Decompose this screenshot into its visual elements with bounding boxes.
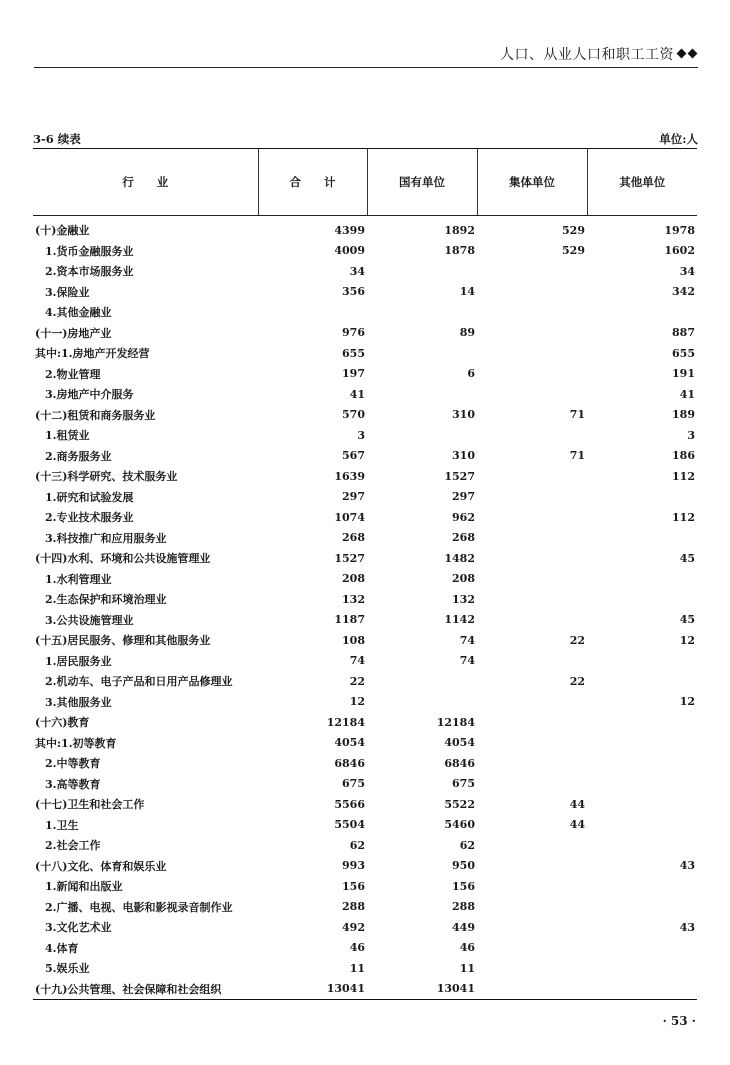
table-row	[33, 712, 697, 733]
cell-state-owned: 4054	[444, 736, 475, 750]
cell-state-owned: 310	[452, 449, 475, 463]
table-row	[33, 651, 697, 672]
cell-other	[587, 876, 697, 897]
cell-other	[587, 815, 697, 836]
row-name: 2.中等教育	[45, 757, 101, 771]
row-name: (十六)教育	[35, 716, 90, 730]
cell-other	[587, 958, 697, 979]
page-number: · 53 ·	[662, 1014, 696, 1028]
cell-state-owned: 13041	[367, 979, 477, 1000]
cell-collective	[477, 548, 587, 569]
row-name: 1.新闻和出版业	[45, 880, 123, 894]
cell-other: 189	[672, 408, 695, 422]
cell-state-owned: 675	[452, 777, 475, 791]
row-name: 2.生态保护和环境治理业	[45, 593, 167, 607]
cell-total: 108	[342, 633, 365, 647]
column-header-total: 合 计	[258, 149, 367, 216]
row-name: 2.专业技术服务业	[45, 511, 134, 525]
cell-total: 74	[349, 654, 365, 668]
cell-collective	[477, 343, 587, 364]
cell-collective: 22	[569, 633, 585, 647]
row-name: 2.社会工作	[45, 839, 101, 853]
cell-state-owned	[367, 261, 477, 282]
cell-collective	[477, 569, 587, 590]
cell-other: 12	[679, 695, 695, 709]
cell-total: 570	[342, 408, 365, 422]
row-name: 3.文化艺术业	[45, 921, 112, 935]
table-row	[33, 425, 697, 446]
table-row	[33, 323, 697, 344]
row-name: 1.货币金融服务业	[45, 244, 134, 258]
cell-collective: 529	[562, 244, 585, 258]
cell-total: 132	[342, 592, 365, 606]
row-name: (十七)卫生和社会工作	[35, 798, 145, 812]
cell-other: 43	[679, 920, 695, 934]
cell-other: 112	[672, 469, 695, 483]
cell-other	[587, 979, 697, 1000]
row-name: 3.保险业	[45, 285, 90, 299]
cell-total: 156	[342, 879, 365, 893]
column-header-state-owned: 国有单位	[367, 149, 477, 216]
cell-other: 1978	[664, 223, 695, 237]
table-row	[33, 979, 697, 1000]
cell-other	[587, 835, 697, 856]
cell-total: 993	[342, 859, 365, 873]
cell-total: 567	[342, 449, 365, 463]
cell-total: 5566	[334, 797, 365, 811]
cell-collective	[477, 589, 587, 610]
table-row	[33, 917, 697, 938]
cell-state-owned: 1892	[444, 223, 475, 237]
cell-other	[587, 774, 697, 795]
cell-collective	[477, 302, 587, 323]
table-row	[33, 897, 697, 918]
table-row	[33, 216, 697, 241]
table-row	[33, 958, 697, 979]
cell-total: 12	[349, 695, 365, 709]
cell-collective	[477, 835, 587, 856]
cell-state-owned: 288	[452, 900, 475, 914]
row-name: 2.资本市场服务业	[45, 265, 134, 279]
table-row	[33, 466, 697, 487]
cell-other: 655	[672, 346, 695, 360]
table-row	[33, 241, 697, 262]
cell-other	[587, 671, 697, 692]
table-row	[33, 692, 697, 713]
cell-other: 12	[679, 633, 695, 647]
cell-total: 1527	[334, 551, 365, 565]
table-row	[33, 815, 697, 836]
cell-state-owned: 89	[459, 326, 475, 340]
cell-state-owned: 11	[459, 961, 475, 975]
row-name: 3.公共设施管理业	[45, 613, 134, 627]
cell-state-owned: 310	[452, 408, 475, 422]
column-header-other: 其他单位	[587, 149, 697, 216]
cell-state-owned: 449	[452, 920, 475, 934]
cell-collective	[477, 876, 587, 897]
cell-total: 197	[342, 367, 365, 381]
cell-state-owned: 74	[459, 654, 475, 668]
cell-collective	[477, 733, 587, 754]
cell-state-owned: 14	[459, 285, 475, 299]
cell-total: 4054	[334, 736, 365, 750]
cell-collective	[477, 774, 587, 795]
cell-state-owned: 132	[452, 592, 475, 606]
cell-total: 1187	[334, 613, 365, 627]
cell-collective	[477, 979, 587, 1000]
cell-total: 41	[349, 387, 365, 401]
cell-state-owned: 6	[467, 367, 475, 381]
cell-state-owned: 46	[459, 941, 475, 955]
cell-other: 191	[672, 367, 695, 381]
cell-collective	[477, 507, 587, 528]
table-body	[33, 216, 697, 1000]
cell-collective	[477, 487, 587, 508]
cell-other: 186	[672, 449, 695, 463]
table-row	[33, 282, 697, 303]
row-name: 2.商务服务业	[45, 449, 112, 463]
cell-other: 45	[679, 551, 695, 565]
cell-collective	[477, 938, 587, 959]
table-row	[33, 774, 697, 795]
row-name: 1.卫生	[45, 818, 79, 832]
cell-other	[587, 712, 697, 733]
row-name: 4.体育	[45, 941, 79, 955]
table-row	[33, 794, 697, 815]
table-row	[33, 343, 697, 364]
row-name: (十四)水利、环境和公共设施管理业	[35, 552, 211, 566]
cell-other: 43	[679, 859, 695, 873]
table-row	[33, 671, 697, 692]
cell-state-owned: 74	[459, 633, 475, 647]
row-name: 1.研究和试验发展	[45, 490, 134, 504]
cell-collective: 44	[569, 818, 585, 832]
cell-other	[587, 794, 697, 815]
cell-collective: 529	[562, 223, 585, 237]
table-row	[33, 569, 697, 590]
cell-collective	[477, 897, 587, 918]
cell-collective	[477, 958, 587, 979]
row-name: 1.居民服务业	[45, 654, 112, 668]
cell-other: 41	[679, 387, 695, 401]
cell-total: 297	[342, 490, 365, 504]
cell-other	[587, 589, 697, 610]
cell-state-owned: 208	[452, 572, 475, 586]
cell-other: 887	[672, 326, 695, 340]
row-name: 1.水利管理业	[45, 572, 112, 586]
cell-collective	[477, 753, 587, 774]
cell-state-owned: 62	[459, 838, 475, 852]
cell-other: 342	[672, 285, 695, 299]
cell-total: 4009	[334, 244, 365, 258]
row-name: (十九)公共管理、社会保障和社会组织	[33, 979, 258, 1000]
cell-other	[587, 733, 697, 754]
running-title: 人口、从业人口和职工工资	[500, 47, 674, 63]
cell-other: 45	[679, 613, 695, 627]
cell-collective	[477, 712, 587, 733]
cell-state-owned: 156	[452, 879, 475, 893]
cell-state-owned	[367, 343, 477, 364]
header-rule	[34, 67, 698, 68]
cell-collective	[477, 856, 587, 877]
cell-total: 22	[349, 674, 365, 688]
cell-state-owned: 962	[452, 510, 475, 524]
cell-collective	[477, 282, 587, 303]
row-name: (十)金融业	[35, 224, 90, 238]
table-row	[33, 753, 697, 774]
row-name: 1.租赁业	[45, 429, 90, 443]
cell-collective	[477, 528, 587, 549]
table-row	[33, 261, 697, 282]
cell-total: 655	[342, 346, 365, 360]
cell-total: 356	[342, 285, 365, 299]
cell-state-owned: 12184	[436, 715, 475, 729]
cell-total: 1074	[334, 510, 365, 524]
cell-other	[587, 528, 697, 549]
cell-collective	[477, 610, 587, 631]
cell-other	[587, 897, 697, 918]
cell-state-owned: 268	[452, 531, 475, 545]
table-row	[33, 589, 697, 610]
cell-total: 34	[349, 264, 365, 278]
cell-collective	[477, 323, 587, 344]
cell-state-owned: 1878	[444, 244, 475, 258]
row-name: (十八)文化、体育和娱乐业	[35, 859, 167, 873]
data-table	[33, 148, 697, 1000]
table-row	[33, 528, 697, 549]
table-row	[33, 548, 697, 569]
cell-collective	[477, 651, 587, 672]
cell-state-owned: 1482	[444, 551, 475, 565]
cell-other	[587, 938, 697, 959]
column-header-collective: 集体单位	[477, 149, 587, 216]
cell-state-owned	[367, 671, 477, 692]
table-row	[33, 487, 697, 508]
cell-total: 6846	[334, 756, 365, 770]
cell-total: 268	[342, 531, 365, 545]
row-name: (十二)租赁和商务服务业	[35, 408, 156, 422]
row-name: (十三)科学研究、技术服务业	[35, 470, 178, 484]
cell-state-owned: 297	[452, 490, 475, 504]
cell-collective: 22	[569, 674, 585, 688]
table-id: 3-6 续表	[33, 132, 81, 146]
row-name: 5.娱乐业	[45, 962, 90, 976]
table-row	[33, 835, 697, 856]
cell-state-owned: 6846	[444, 756, 475, 770]
table-row	[33, 384, 697, 405]
cell-state-owned	[367, 425, 477, 446]
cell-collective	[477, 917, 587, 938]
cell-collective: 44	[569, 797, 585, 811]
diamond-icon	[677, 49, 687, 59]
cell-collective	[477, 466, 587, 487]
table-row	[33, 856, 697, 877]
cell-state-owned: 5460	[444, 818, 475, 832]
table-row	[33, 938, 697, 959]
table-row	[33, 876, 697, 897]
row-name: 2.广播、电视、电影和影视录音制作业	[45, 900, 233, 914]
table-row	[33, 610, 697, 631]
cell-collective	[477, 364, 587, 385]
row-name: 3.高等教育	[45, 777, 101, 791]
cell-total: 976	[342, 326, 365, 340]
running-header	[440, 44, 696, 64]
column-header-industry: 行 业	[33, 149, 258, 216]
cell-total: 492	[342, 920, 365, 934]
cell-other	[587, 753, 697, 774]
cell-total: 4399	[334, 223, 365, 237]
row-name: 其中:1.初等教育	[35, 736, 117, 750]
cell-other: 3	[687, 428, 695, 442]
cell-other	[587, 302, 697, 323]
cell-total: 208	[342, 572, 365, 586]
table-header-row	[33, 149, 697, 216]
cell-collective	[477, 261, 587, 282]
cell-total: 675	[342, 777, 365, 791]
table-row	[33, 630, 697, 651]
cell-state-owned: 950	[452, 859, 475, 873]
cell-state-owned	[367, 384, 477, 405]
unit-label: 单位:人	[659, 132, 698, 146]
row-name: 4.其他金融业	[45, 306, 112, 320]
cell-state-owned: 5522	[444, 797, 475, 811]
cell-state-owned: 1142	[444, 613, 475, 627]
cell-other: 34	[679, 264, 695, 278]
cell-other	[587, 569, 697, 590]
row-name: (十一)房地产业	[35, 326, 112, 340]
cell-collective	[477, 692, 587, 713]
table-row	[33, 364, 697, 385]
table-row	[33, 507, 697, 528]
cell-state-owned	[367, 302, 477, 323]
cell-collective: 71	[569, 408, 585, 422]
cell-total: 11	[349, 961, 365, 975]
row-name: 其中:1.房地产开发经营	[35, 347, 150, 361]
cell-total: 12184	[326, 715, 365, 729]
cell-other	[587, 487, 697, 508]
row-name: 3.其他服务业	[45, 695, 112, 709]
table-row	[33, 302, 697, 323]
cell-total: 46	[349, 941, 365, 955]
cell-total: 1639	[334, 469, 365, 483]
cell-collective	[477, 384, 587, 405]
row-name: 3.科技推广和应用服务业	[45, 531, 167, 545]
cell-total: 62	[349, 838, 365, 852]
cell-total: 13041	[258, 979, 367, 1000]
diamond-icon	[688, 49, 698, 59]
cell-state-owned: 1527	[444, 469, 475, 483]
cell-total	[258, 302, 367, 323]
table-row	[33, 733, 697, 754]
cell-other: 1602	[664, 244, 695, 258]
cell-collective	[477, 425, 587, 446]
cell-collective: 71	[569, 449, 585, 463]
cell-state-owned	[367, 692, 477, 713]
cell-other	[587, 651, 697, 672]
table-row	[33, 446, 697, 467]
cell-total: 3	[357, 428, 365, 442]
row-name: 2.物业管理	[45, 367, 101, 381]
table-row	[33, 405, 697, 426]
row-name: 2.机动车、电子产品和日用产品修理业	[45, 675, 233, 689]
cell-total: 288	[342, 900, 365, 914]
cell-total: 5504	[334, 818, 365, 832]
cell-other: 112	[672, 510, 695, 524]
row-name: 3.房地产中介服务	[45, 388, 134, 402]
row-name: (十五)居民服务、修理和其他服务业	[35, 634, 211, 648]
